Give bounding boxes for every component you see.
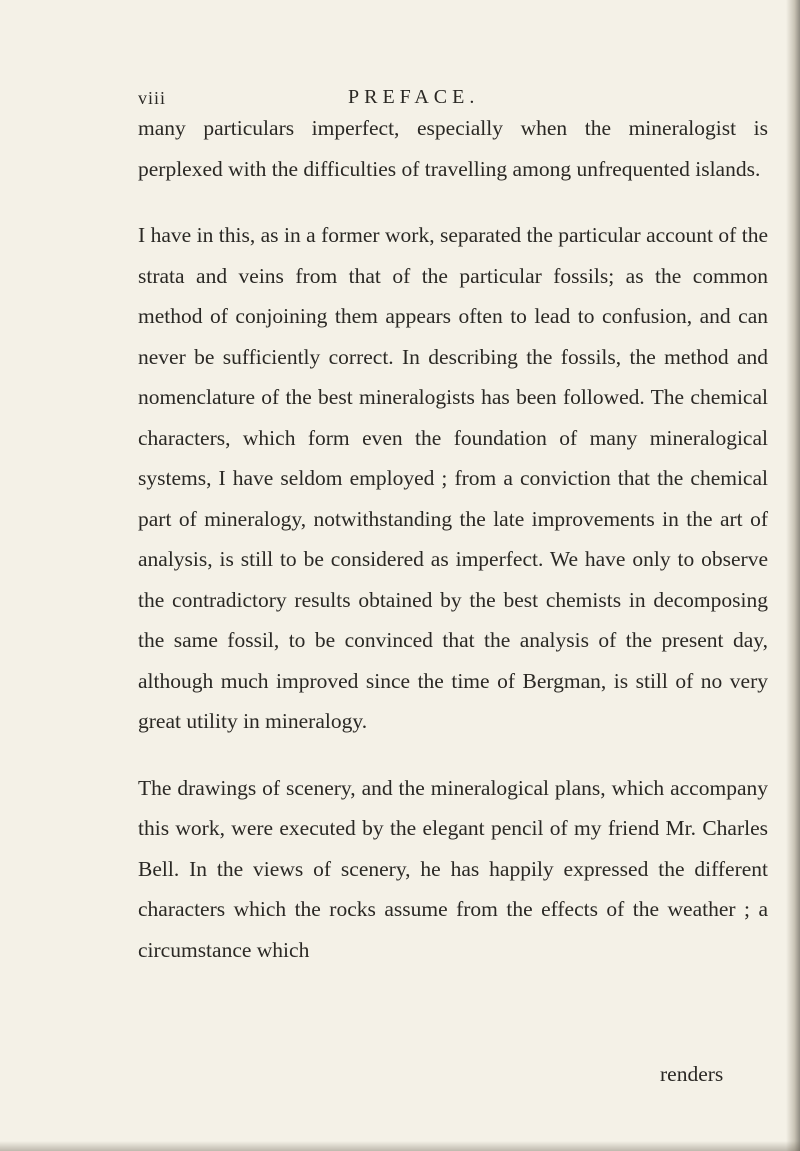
paragraph-gap xyxy=(138,742,768,768)
page-number: viii xyxy=(138,88,167,108)
running-head: PREFACE. xyxy=(348,86,480,108)
paragraph-gap xyxy=(138,189,768,215)
page-edge-shadow xyxy=(786,0,800,1151)
page-bottom-shadow xyxy=(0,1141,800,1151)
paragraph-3: The drawings of scenery, and the mineralogical plans, which accompany this work, were executed by the elegant pencil of my friend Mr. Charles Bell. In the views of scenery, he has happily expressed the different characters which the rocks assume from the effects of the weather ; a circumstance which xyxy=(138,775,768,962)
catchword: renders xyxy=(660,1062,724,1086)
paragraph-1: many particulars imperfect, especially when the mineralogist is perplexed with the difficulties of travelling among unfrequented islands. xyxy=(138,116,768,181)
paragraph-2: I have in this, as in a former work, separated the particular account of the strata and veins from that of the particular fossils; as the common method of conjoining them appears often to lead to confusion, and can never be sufficiently correct. In describing the fossils, the method and nomenclature of the best mineralogists has been followed. The chemical characters, which form even the foundation of many mineralogical systems, I have seldom employed ; from a conviction that the chemical part of mineralogy, notwithstanding the late improvements in the art of analysis, is still to be considered as imperfect. We have only to observe the contradictory results obtained by the best chemists in decomposing the same fossil, to be convinced that the analysis of the present day, although much improved since the time of Bergman, is still of no very great utility in mineralogy. xyxy=(138,223,768,733)
body-text xyxy=(138,108,768,970)
